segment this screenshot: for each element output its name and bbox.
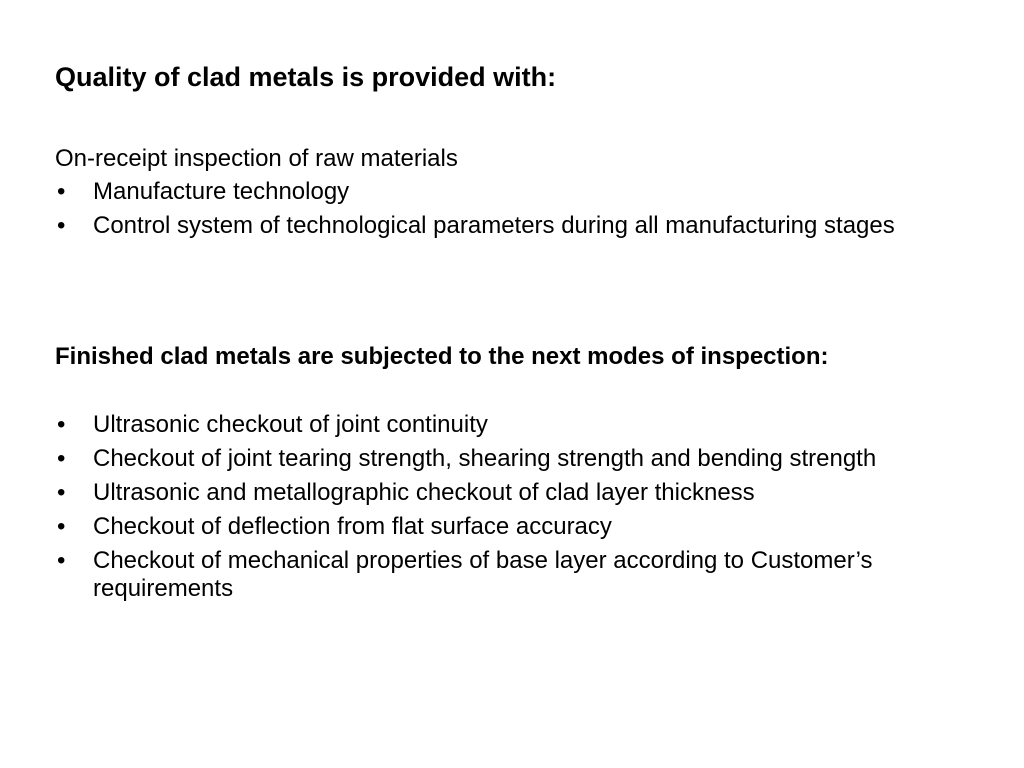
list-item-text: Checkout of mechanical properties of base layer according to Customer’s requirements	[93, 547, 873, 602]
list-item-text: Control system of technological parameters during all manufacturing stages	[93, 212, 895, 239]
section1-bullet-list	[55, 178, 995, 246]
list-item	[55, 513, 995, 541]
bullet-icon: •	[57, 479, 66, 506]
list-item-text: Ultrasonic and metallographic checkout of clad layer thickness	[93, 479, 755, 506]
section2-bullet-list	[55, 411, 995, 609]
bullet-icon: •	[57, 547, 66, 574]
list-item-text: Checkout of joint tearing strength, shearing strength and bending strength	[93, 445, 877, 472]
bullet-icon: •	[57, 411, 66, 438]
list-item-text: Checkout of deflection from flat surface accuracy	[93, 513, 612, 540]
list-item	[55, 212, 995, 240]
list-item	[55, 479, 995, 507]
section2-heading: Finished clad metals are subjected to the next modes of inspection:	[55, 343, 829, 370]
bullet-icon: •	[57, 445, 66, 472]
list-item-text: Ultrasonic checkout of joint continuity	[93, 411, 488, 438]
section1-intro: On-receipt inspection of raw materials	[55, 145, 458, 172]
list-item	[55, 178, 995, 206]
list-item	[55, 411, 995, 439]
bullet-icon: •	[57, 178, 66, 205]
section1-heading: Quality of clad metals is provided with:	[55, 62, 557, 92]
bullet-icon: •	[57, 513, 66, 540]
bullet-icon: •	[57, 212, 66, 239]
list-item	[55, 547, 995, 603]
list-item-text: Manufacture technology	[93, 178, 350, 205]
list-item	[55, 445, 995, 473]
